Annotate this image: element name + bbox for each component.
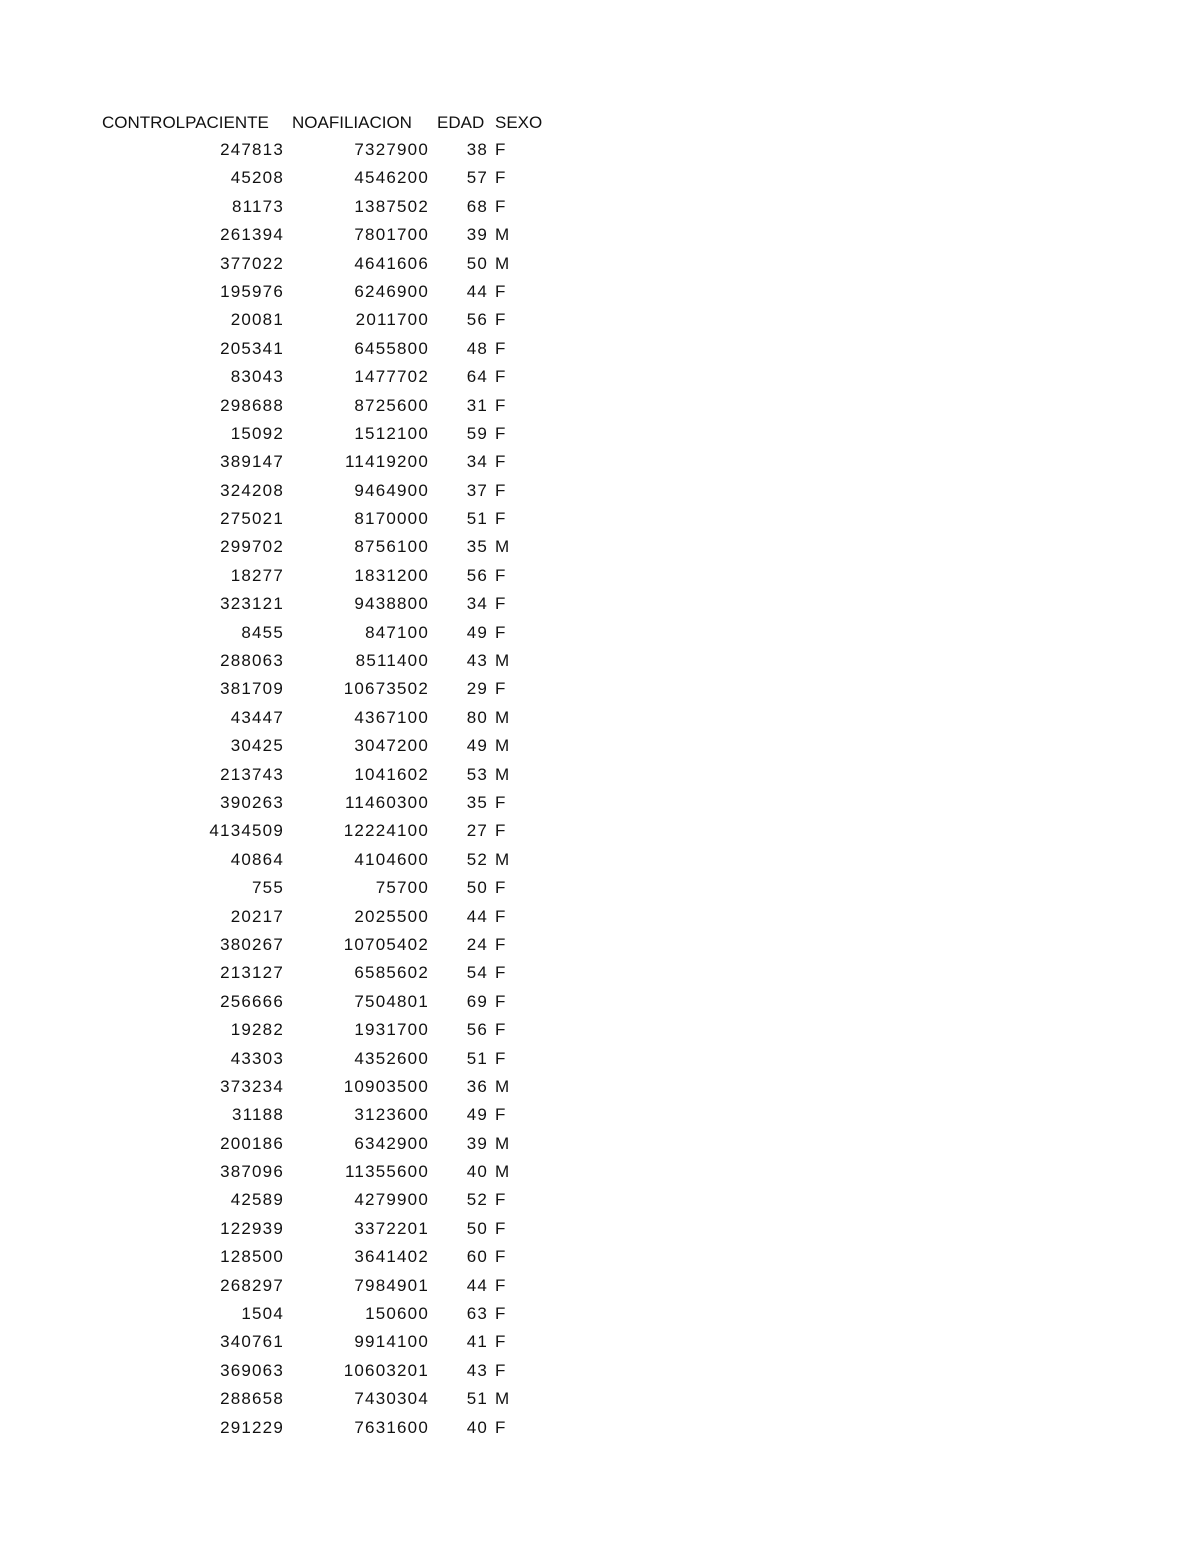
table-row bbox=[0, 250, 1200, 278]
cell-sexo: F bbox=[495, 679, 506, 699]
cell-edad: 64 bbox=[466, 367, 488, 387]
cell-noafiliacion: 8511400 bbox=[355, 651, 429, 671]
header-sexo: SEXO bbox=[495, 113, 543, 132]
table-row bbox=[0, 505, 1200, 533]
cell-noafiliacion: 6585602 bbox=[354, 963, 429, 983]
cell-noafiliacion: 8725600 bbox=[354, 395, 429, 415]
table-row bbox=[0, 335, 1200, 363]
cell-controlpaciente: 45208 bbox=[230, 168, 284, 188]
cell-noafiliacion: 10705402 bbox=[343, 934, 429, 954]
cell-controlpaciente: 275021 bbox=[220, 509, 284, 529]
table-row bbox=[0, 988, 1200, 1016]
cell-edad: 37 bbox=[466, 480, 488, 500]
cell-sexo: F bbox=[495, 509, 506, 529]
cell-controlpaciente: 389147 bbox=[220, 452, 284, 472]
table-row bbox=[0, 619, 1200, 647]
cell-noafiliacion: 4352600 bbox=[354, 1048, 429, 1068]
cell-edad: 38 bbox=[466, 140, 488, 159]
cell-edad: 39 bbox=[466, 225, 488, 245]
cell-noafiliacion: 3641402 bbox=[354, 1247, 429, 1267]
cell-sexo: F bbox=[495, 1048, 506, 1068]
table-row bbox=[0, 562, 1200, 590]
cell-edad: 51 bbox=[466, 1048, 488, 1068]
table-row bbox=[0, 959, 1200, 987]
cell-edad: 43 bbox=[466, 1360, 488, 1380]
cell-noafiliacion: 4641606 bbox=[354, 253, 429, 273]
cell-noafiliacion: 9914100 bbox=[354, 1332, 429, 1352]
table-row bbox=[0, 1158, 1200, 1186]
table-row bbox=[0, 704, 1200, 732]
cell-sexo: M bbox=[495, 651, 510, 671]
cell-noafiliacion: 1477702 bbox=[354, 367, 429, 387]
cell-controlpaciente: 213743 bbox=[220, 764, 284, 784]
cell-sexo: M bbox=[495, 707, 510, 727]
table-row bbox=[0, 1414, 1200, 1442]
table-row bbox=[0, 789, 1200, 817]
cell-sexo: F bbox=[495, 934, 506, 954]
cell-sexo: F bbox=[495, 395, 506, 415]
table-body bbox=[0, 136, 1200, 1442]
table-row bbox=[0, 903, 1200, 931]
table-row bbox=[0, 477, 1200, 505]
cell-controlpaciente: 387096 bbox=[220, 1162, 284, 1182]
cell-sexo: F bbox=[495, 1020, 506, 1040]
cell-edad: 49 bbox=[466, 622, 488, 642]
cell-controlpaciente: 42589 bbox=[230, 1190, 284, 1210]
cell-sexo: F bbox=[495, 1105, 506, 1125]
cell-noafiliacion: 9464900 bbox=[354, 480, 429, 500]
cell-sexo: F bbox=[495, 878, 506, 898]
cell-noafiliacion: 7801700 bbox=[354, 225, 429, 245]
cell-noafiliacion: 3123600 bbox=[354, 1105, 429, 1125]
cell-noafiliacion: 6246900 bbox=[354, 281, 429, 301]
table-row bbox=[0, 392, 1200, 420]
table-row bbox=[0, 533, 1200, 561]
cell-edad: 80 bbox=[466, 707, 488, 727]
cell-controlpaciente: 31188 bbox=[231, 1105, 284, 1125]
cell-controlpaciente: 299702 bbox=[220, 537, 284, 557]
table-row bbox=[0, 675, 1200, 703]
cell-controlpaciente: 128500 bbox=[220, 1247, 284, 1267]
cell-sexo: M bbox=[495, 1133, 510, 1153]
cell-sexo: F bbox=[495, 1304, 506, 1324]
cell-edad: 56 bbox=[466, 565, 488, 585]
cell-sexo: F bbox=[495, 963, 506, 983]
cell-noafiliacion: 7430304 bbox=[354, 1389, 429, 1409]
cell-controlpaciente: 323121 bbox=[220, 594, 284, 614]
cell-sexo: F bbox=[495, 196, 506, 216]
table-header-row bbox=[0, 110, 1200, 136]
cell-sexo: F bbox=[495, 480, 506, 500]
cell-edad: 50 bbox=[466, 878, 488, 898]
cell-noafiliacion: 2011700 bbox=[355, 310, 429, 330]
table-row bbox=[0, 193, 1200, 221]
table-row bbox=[0, 1101, 1200, 1129]
cell-noafiliacion: 7327900 bbox=[354, 140, 429, 159]
cell-controlpaciente: 1504 bbox=[241, 1304, 284, 1324]
table-row bbox=[0, 931, 1200, 959]
cell-controlpaciente: 755 bbox=[252, 878, 284, 898]
cell-edad: 53 bbox=[466, 764, 488, 784]
cell-noafiliacion: 1041602 bbox=[354, 764, 429, 784]
cell-noafiliacion: 1512100 bbox=[354, 423, 429, 443]
cell-noafiliacion: 4104600 bbox=[354, 849, 429, 869]
cell-sexo: F bbox=[495, 1218, 506, 1238]
cell-edad: 35 bbox=[466, 537, 488, 557]
cell-sexo: F bbox=[495, 1332, 506, 1352]
cell-noafiliacion: 75700 bbox=[375, 878, 429, 898]
table-row bbox=[0, 1016, 1200, 1044]
cell-edad: 51 bbox=[466, 509, 488, 529]
cell-sexo: M bbox=[495, 1162, 510, 1182]
cell-edad: 63 bbox=[466, 1304, 488, 1324]
cell-noafiliacion: 1831200 bbox=[354, 565, 429, 585]
table-row bbox=[0, 420, 1200, 448]
cell-edad: 40 bbox=[466, 1162, 488, 1182]
cell-controlpaciente: 19282 bbox=[230, 1020, 284, 1040]
cell-edad: 49 bbox=[466, 1105, 488, 1125]
cell-controlpaciente: 43303 bbox=[230, 1048, 284, 1068]
cell-controlpaciente: 205341 bbox=[220, 338, 284, 358]
cell-edad: 56 bbox=[466, 1020, 488, 1040]
cell-controlpaciente: 213127 bbox=[220, 963, 284, 983]
cell-noafiliacion: 7984901 bbox=[354, 1275, 429, 1295]
table-row bbox=[0, 1357, 1200, 1385]
table-row bbox=[0, 1186, 1200, 1214]
cell-controlpaciente: 288658 bbox=[220, 1389, 284, 1409]
cell-sexo: F bbox=[495, 991, 506, 1011]
cell-noafiliacion: 1387502 bbox=[354, 196, 429, 216]
table-row bbox=[0, 306, 1200, 334]
cell-edad: 43 bbox=[466, 651, 488, 671]
cell-noafiliacion: 3372201 bbox=[354, 1218, 429, 1238]
cell-controlpaciente: 43447 bbox=[230, 707, 284, 727]
cell-noafiliacion: 6455800 bbox=[354, 338, 429, 358]
cell-sexo: F bbox=[495, 338, 506, 358]
cell-controlpaciente: 83043 bbox=[230, 367, 284, 387]
cell-edad: 56 bbox=[466, 310, 488, 330]
cell-controlpaciente: 298688 bbox=[220, 395, 284, 415]
cell-noafiliacion: 4279900 bbox=[354, 1190, 429, 1210]
table-row bbox=[0, 1300, 1200, 1328]
table-row bbox=[0, 732, 1200, 760]
cell-noafiliacion: 8756100 bbox=[354, 537, 429, 557]
cell-edad: 34 bbox=[466, 452, 488, 472]
cell-controlpaciente: 18277 bbox=[230, 565, 284, 585]
cell-sexo: F bbox=[495, 565, 506, 585]
cell-controlpaciente: 324208 bbox=[220, 480, 284, 500]
cell-sexo: F bbox=[495, 906, 506, 926]
cell-edad: 44 bbox=[466, 1275, 488, 1295]
cell-edad: 24 bbox=[466, 934, 488, 954]
cell-controlpaciente: 369063 bbox=[220, 1360, 284, 1380]
patient-table bbox=[0, 110, 1200, 1442]
cell-sexo: F bbox=[495, 1360, 506, 1380]
cell-edad: 31 bbox=[466, 395, 488, 415]
cell-controlpaciente: 40864 bbox=[230, 849, 284, 869]
cell-sexo: M bbox=[495, 225, 510, 245]
cell-controlpaciente: 30425 bbox=[230, 736, 284, 756]
cell-noafiliacion: 3047200 bbox=[354, 736, 429, 756]
table-row bbox=[0, 164, 1200, 192]
cell-edad: 49 bbox=[466, 736, 488, 756]
cell-edad: 27 bbox=[466, 821, 488, 841]
cell-controlpaciente: 122939 bbox=[220, 1218, 284, 1238]
cell-noafiliacion: 6342900 bbox=[354, 1133, 429, 1153]
table-row bbox=[0, 136, 1200, 164]
cell-controlpaciente: 381709 bbox=[220, 679, 284, 699]
cell-noafiliacion: 1931700 bbox=[354, 1020, 429, 1040]
header-controlpaciente: CONTROLPACIENTE bbox=[102, 113, 269, 132]
cell-noafiliacion: 11419200 bbox=[345, 452, 429, 472]
cell-controlpaciente: 4134509 bbox=[209, 821, 284, 841]
cell-controlpaciente: 247813 bbox=[220, 140, 284, 159]
cell-noafiliacion: 11355600 bbox=[345, 1162, 429, 1182]
cell-sexo: F bbox=[495, 821, 506, 841]
cell-noafiliacion: 4546200 bbox=[354, 168, 429, 188]
cell-controlpaciente: 291229 bbox=[220, 1417, 284, 1437]
cell-noafiliacion: 7631600 bbox=[354, 1417, 429, 1437]
table-row bbox=[0, 590, 1200, 618]
cell-edad: 52 bbox=[466, 1190, 488, 1210]
table-row bbox=[0, 1073, 1200, 1101]
cell-edad: 50 bbox=[466, 1218, 488, 1238]
table-row bbox=[0, 363, 1200, 391]
cell-edad: 69 bbox=[466, 991, 488, 1011]
cell-noafiliacion: 847100 bbox=[365, 622, 429, 642]
cell-noafiliacion: 9438800 bbox=[354, 594, 429, 614]
table-row bbox=[0, 1272, 1200, 1300]
cell-sexo: F bbox=[495, 594, 506, 614]
cell-sexo: M bbox=[495, 764, 510, 784]
table-row bbox=[0, 1130, 1200, 1158]
cell-controlpaciente: 200186 bbox=[220, 1133, 284, 1153]
table-row bbox=[0, 448, 1200, 476]
cell-controlpaciente: 373234 bbox=[220, 1076, 284, 1096]
table-row bbox=[0, 1045, 1200, 1073]
cell-noafiliacion: 11460300 bbox=[345, 792, 429, 812]
cell-sexo: F bbox=[495, 792, 506, 812]
header-noafiliacion: NOAFILIACION bbox=[292, 113, 412, 132]
table-row bbox=[0, 1243, 1200, 1271]
cell-noafiliacion: 10673502 bbox=[343, 679, 429, 699]
cell-edad: 29 bbox=[466, 679, 488, 699]
cell-edad: 41 bbox=[466, 1332, 488, 1352]
cell-controlpaciente: 380267 bbox=[220, 934, 284, 954]
cell-noafiliacion: 10903500 bbox=[343, 1076, 429, 1096]
cell-controlpaciente: 256666 bbox=[220, 991, 284, 1011]
cell-edad: 54 bbox=[466, 963, 488, 983]
cell-noafiliacion: 12224100 bbox=[343, 821, 429, 841]
cell-controlpaciente: 15092 bbox=[230, 423, 284, 443]
cell-controlpaciente: 390263 bbox=[220, 792, 284, 812]
table-row bbox=[0, 761, 1200, 789]
cell-edad: 48 bbox=[466, 338, 488, 358]
cell-edad: 44 bbox=[466, 906, 488, 926]
cell-controlpaciente: 81173 bbox=[231, 196, 284, 216]
cell-sexo: F bbox=[495, 281, 506, 301]
cell-sexo: M bbox=[495, 537, 510, 557]
cell-sexo: M bbox=[495, 1076, 510, 1096]
cell-edad: 59 bbox=[466, 423, 488, 443]
cell-noafiliacion: 4367100 bbox=[354, 707, 429, 727]
cell-controlpaciente: 261394 bbox=[220, 225, 284, 245]
table-row bbox=[0, 278, 1200, 306]
cell-sexo: F bbox=[495, 1247, 506, 1267]
table-row bbox=[0, 647, 1200, 675]
cell-sexo: F bbox=[495, 423, 506, 443]
cell-sexo: M bbox=[495, 253, 510, 273]
cell-controlpaciente: 377022 bbox=[220, 253, 284, 273]
cell-sexo: F bbox=[495, 1190, 506, 1210]
cell-edad: 52 bbox=[466, 849, 488, 869]
cell-controlpaciente: 268297 bbox=[220, 1275, 284, 1295]
cell-sexo: F bbox=[495, 1275, 506, 1295]
cell-edad: 68 bbox=[466, 196, 488, 216]
cell-edad: 50 bbox=[466, 253, 488, 273]
table-row bbox=[0, 846, 1200, 874]
cell-edad: 36 bbox=[466, 1076, 488, 1096]
table-row bbox=[0, 1385, 1200, 1413]
cell-edad: 60 bbox=[466, 1247, 488, 1267]
cell-controlpaciente: 8455 bbox=[241, 622, 284, 642]
cell-edad: 44 bbox=[466, 281, 488, 301]
table-row bbox=[0, 1328, 1200, 1356]
cell-controlpaciente: 195976 bbox=[220, 281, 284, 301]
cell-noafiliacion: 7504801 bbox=[354, 991, 429, 1011]
cell-sexo: F bbox=[495, 452, 506, 472]
cell-sexo: F bbox=[495, 140, 506, 159]
cell-sexo: M bbox=[495, 736, 510, 756]
cell-controlpaciente: 288063 bbox=[220, 651, 284, 671]
cell-noafiliacion: 2025500 bbox=[354, 906, 429, 926]
cell-noafiliacion: 8170000 bbox=[354, 509, 429, 529]
table-row bbox=[0, 817, 1200, 845]
cell-edad: 57 bbox=[466, 168, 488, 188]
cell-sexo: M bbox=[495, 849, 510, 869]
cell-noafiliacion: 10603201 bbox=[343, 1360, 429, 1380]
header-edad: EDAD bbox=[437, 113, 485, 132]
cell-sexo: F bbox=[495, 168, 506, 188]
cell-edad: 39 bbox=[466, 1133, 488, 1153]
cell-controlpaciente: 20081 bbox=[230, 310, 284, 330]
cell-controlpaciente: 340761 bbox=[220, 1332, 284, 1352]
table-row bbox=[0, 874, 1200, 902]
cell-sexo: F bbox=[495, 622, 506, 642]
table-row bbox=[0, 221, 1200, 249]
cell-noafiliacion: 150600 bbox=[365, 1304, 429, 1324]
cell-edad: 34 bbox=[466, 594, 488, 614]
cell-edad: 40 bbox=[466, 1417, 488, 1437]
cell-sexo: F bbox=[495, 1417, 506, 1437]
cell-controlpaciente: 20217 bbox=[230, 906, 284, 926]
cell-edad: 51 bbox=[466, 1389, 488, 1409]
cell-sexo: F bbox=[495, 367, 506, 387]
table-row bbox=[0, 1215, 1200, 1243]
cell-sexo: F bbox=[495, 310, 506, 330]
cell-sexo: M bbox=[495, 1389, 510, 1409]
cell-edad: 35 bbox=[466, 792, 488, 812]
